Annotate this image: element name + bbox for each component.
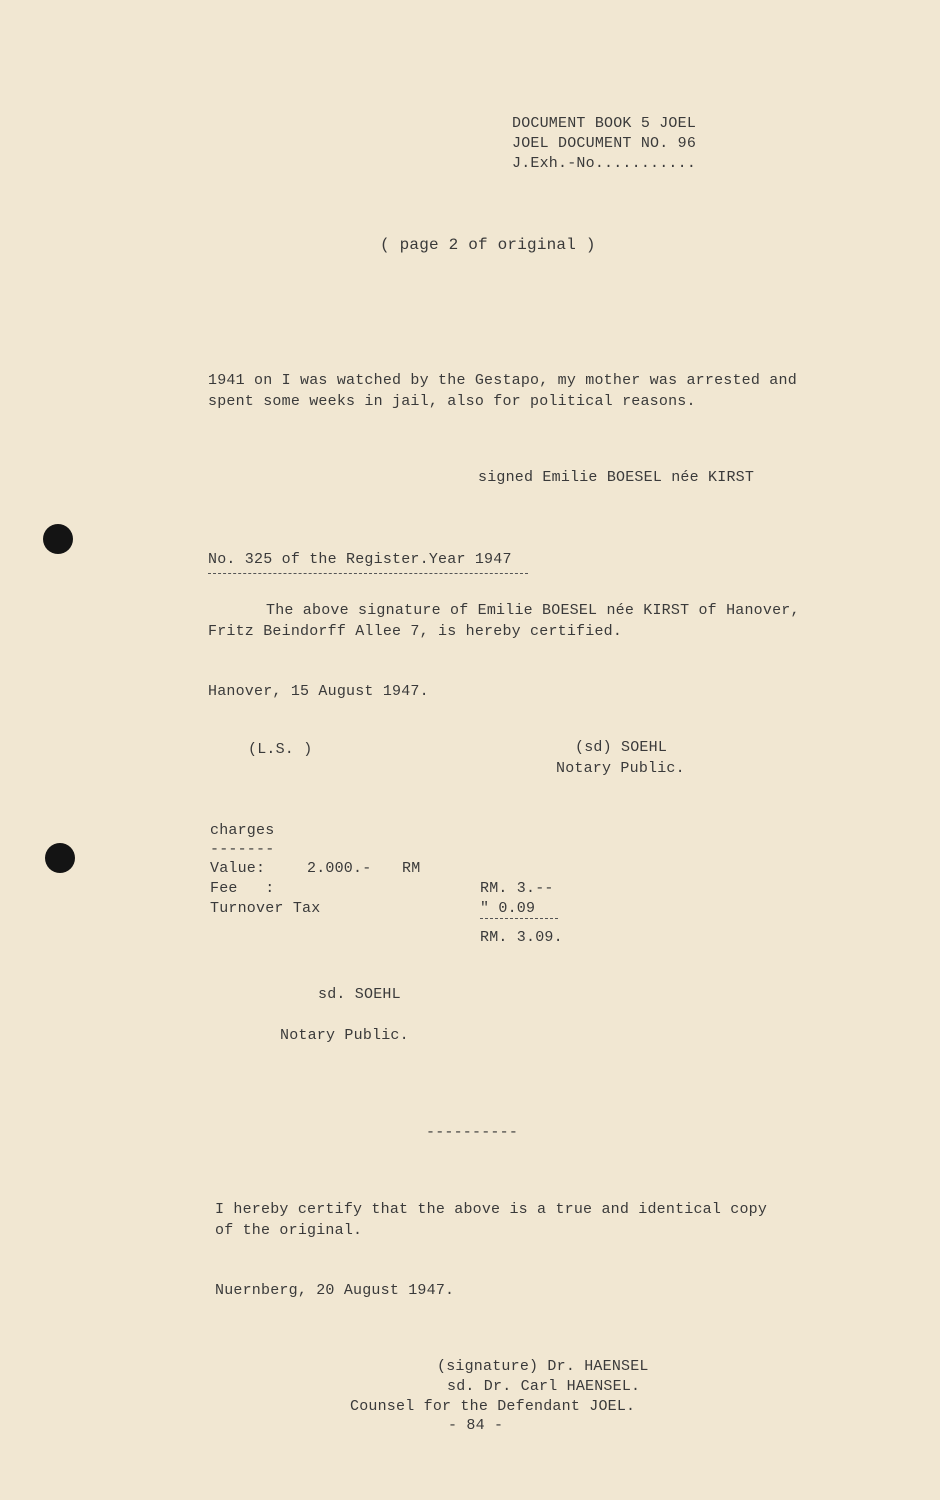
header-exhibit-no: J.Exh.-No........... xyxy=(512,155,697,172)
page-reference: ( page 2 of original ) xyxy=(380,236,596,254)
header-doc-no: JOEL DOCUMENT NO. 96 xyxy=(512,135,697,152)
body-line: spent some weeks in jail, also for political reasons. xyxy=(208,393,696,410)
counsel-name: sd. Dr. Carl HAENSEL. xyxy=(447,1378,641,1395)
notary-title: Notary Public. xyxy=(556,760,685,777)
counsel-title: Counsel for the Defendant JOEL. xyxy=(350,1398,636,1415)
copy-certification-line: I hereby certify that the above is a true and identical copy xyxy=(215,1201,768,1218)
place-date: Nuernberg, 20 August 1947. xyxy=(215,1282,455,1299)
fee-amount: RM. 3.-- xyxy=(480,880,554,897)
copy-certification-line: of the original. xyxy=(215,1222,363,1239)
notary-signature: (sd) SOEHL xyxy=(575,739,668,756)
value-currency: RM xyxy=(402,860,421,877)
tax-amount: " 0.09 xyxy=(480,900,536,917)
page-number: - 84 - xyxy=(448,1417,504,1434)
fee-label: Fee : xyxy=(210,880,275,897)
value-amount: 2.000.- xyxy=(307,860,372,877)
charges-underline: ------- xyxy=(210,841,275,858)
register-number: No. 325 of the Register.Year 1947 xyxy=(208,551,512,568)
punch-hole xyxy=(43,524,73,554)
notary-signature: sd. SOEHL xyxy=(318,986,401,1003)
body-line: 1941 on I was watched by the Gestapo, my mother was arrested and xyxy=(208,372,797,389)
section-separator: ---------- xyxy=(426,1124,519,1141)
notary-title: Notary Public. xyxy=(280,1027,409,1044)
place-date: Hanover, 15 August 1947. xyxy=(208,683,429,700)
header-book: DOCUMENT BOOK 5 JOEL xyxy=(512,115,697,132)
seal-mark: (L.S. ) xyxy=(248,741,313,758)
register-underline xyxy=(208,573,528,574)
tax-label: Turnover Tax xyxy=(210,900,321,917)
punch-hole xyxy=(45,843,75,873)
charges-heading: charges xyxy=(210,822,275,839)
certification-line: Fritz Beindorff Allee 7, is hereby certified. xyxy=(208,623,623,640)
certification-line: The above signature of Emilie BOESEL née KIRST of Hanover, xyxy=(266,602,800,619)
total-rule xyxy=(480,918,558,919)
total-amount: RM. 3.09. xyxy=(480,929,563,946)
counsel-signature: (signature) Dr. HAENSEL xyxy=(437,1358,649,1375)
signed-line: signed Emilie BOESEL née KIRST xyxy=(478,469,755,486)
value-label: Value: xyxy=(210,860,266,877)
